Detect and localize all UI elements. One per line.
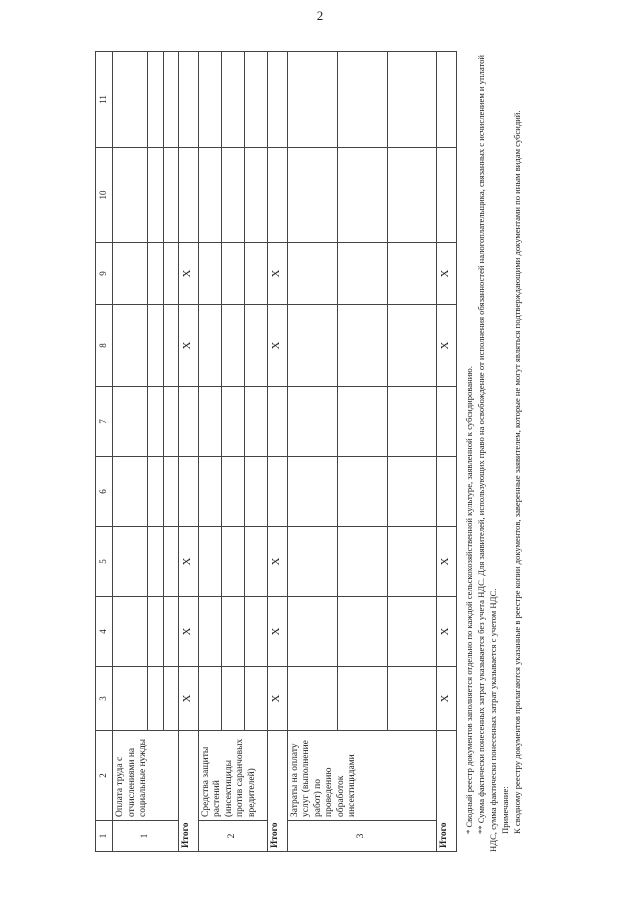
- x-mark: X: [179, 243, 199, 305]
- col-header: 7: [96, 387, 113, 457]
- x-mark: X: [436, 667, 456, 731]
- row-number: 2: [198, 821, 267, 852]
- x-mark: X: [268, 243, 288, 305]
- total-row: [179, 52, 199, 852]
- total-label: Итого: [268, 731, 288, 852]
- x-mark: X: [268, 667, 288, 731]
- x-mark: X: [436, 527, 456, 597]
- x-mark: X: [179, 305, 199, 387]
- col-header: 8: [96, 305, 113, 387]
- footnote-1: * Сводный реестр документов заполняется отдельно по каждой сельскохозяйственной культуре, заявленной к субсидированию.: [464, 366, 474, 834]
- x-mark: X: [436, 243, 456, 305]
- page-number: 2: [316, 8, 324, 23]
- col-header: 3: [96, 667, 113, 731]
- col-header: 6: [96, 457, 113, 527]
- col-header: 11: [96, 52, 113, 148]
- rotated-sheet: [95, 52, 545, 852]
- table-row: [198, 52, 221, 852]
- expense-name: Средства защиты растений (инсектициды против саранчовых вредителей): [198, 731, 267, 821]
- expense-name: Оплата труда с отчислениями на социальные нужды: [113, 731, 179, 821]
- documents-register-table: [95, 51, 457, 852]
- row-number: 3: [287, 821, 436, 852]
- col-header: 4: [96, 597, 113, 667]
- row-number: 1: [113, 821, 179, 852]
- x-mark: X: [179, 527, 199, 597]
- x-mark: X: [268, 305, 288, 387]
- note-text: К сводному реестру документов прилагаются указанные в реестре копии документов, заверенные заявителем, которые не могут являться подтверждающими документами по иным видам субсидий.: [512, 110, 522, 834]
- total-label: Итого: [436, 731, 456, 852]
- total-row: [436, 52, 456, 852]
- x-mark: X: [268, 527, 288, 597]
- x-mark: X: [179, 667, 199, 731]
- x-mark: X: [268, 597, 288, 667]
- total-label: Итого: [179, 731, 199, 852]
- x-mark: X: [436, 597, 456, 667]
- total-row: [268, 52, 288, 852]
- header-row: [96, 52, 113, 852]
- note-heading: Примечание:: [500, 786, 510, 834]
- col-header: 10: [96, 148, 113, 243]
- footnotes: [463, 52, 523, 852]
- footnote-2: ** Сумма фактически понесенных затрат указывается без учета НДС. Для заявителей, использующих право на освобождение от исполнения обязанностей налогоплательщика, связанных с исчислением и уплатой НДС, сумма фактически понесенных затрат указывается с учетом НДС.: [476, 55, 498, 852]
- col-header: 9: [96, 243, 113, 305]
- x-mark: X: [436, 305, 456, 387]
- col-header: 2: [96, 731, 113, 821]
- col-header: 5: [96, 527, 113, 597]
- table-row: [113, 52, 148, 852]
- expense-name: Затраты на оплату услуг (выполнение работ) по проведению обработок инсектицидами: [287, 731, 436, 821]
- rotated-content: [95, 52, 545, 852]
- col-header: 1: [96, 821, 113, 852]
- x-mark: X: [179, 597, 199, 667]
- table-row: [287, 52, 337, 852]
